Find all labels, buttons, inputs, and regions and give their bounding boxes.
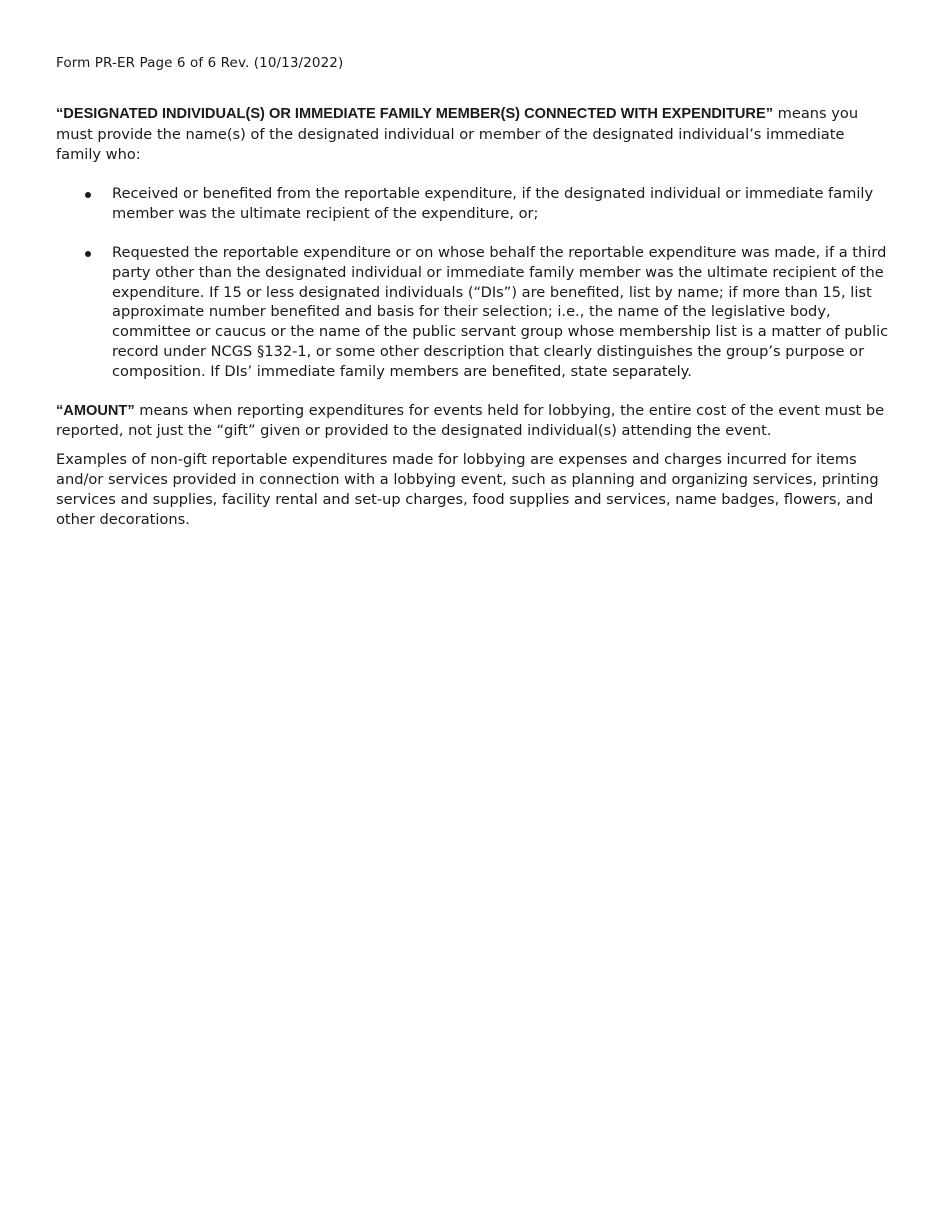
- amount-text: means when reporting expenditures for events held for lobbying, the entire cost of the event must be reported, not just the “gift” given or provided to the designated individual(s) attending the event.: [56, 401, 885, 440]
- amount-term: “AMOUNT”: [56, 402, 135, 419]
- bullet-icon: [85, 251, 91, 257]
- examples-paragraph: Examples of non-gift reportable expenditures made for lobbying are expenses and charges incurred for items and/or services provided in connection with a lobbying event, such as planning and organizing services, printing services and supplies, facility rental and set-up charges, food supplies and services, name badges, flowers, and other decorations.: [56, 451, 879, 528]
- amount-definition: [56, 401, 892, 442]
- bullet-text: Received or benefited from the reportable expenditure, if the designated individual or immediate family member was the ultimate recipient of the expenditure, or;: [112, 185, 874, 223]
- bullet-icon: [85, 192, 91, 198]
- designated-individual-definition: [56, 104, 892, 164]
- bullet-text: Requested the reportable expenditure or on whose behalf the reportable expenditure was made, if a third party other than the designated individual or immediate family member was the ultimate recipient of the expenditure. If 15 or less designated individuals (“DIs”) are benefited, list by name; if more than 15, list approximate number benefited and basis for their selection; i.e., the name of the legislative body, committee or caucus or the name of the public servant group whose membership list is a matter of public record under NCGS §132-1, or some other description that clearly distinguishes the group’s purpose or composition. If DIs’ immediate family members are benefited, state separately.: [112, 243, 889, 380]
- list-item: [56, 184, 892, 224]
- form-header: Form PR-ER Page 6 of 6 Rev. (10/13/2022): [56, 55, 344, 71]
- bullet-list: [56, 184, 892, 381]
- designated-individual-term: “DESIGNATED INDIVIDUAL(S) OR IMMEDIATE FAMILY MEMBER(S) CONNECTED WITH EXPENDITURE”: [56, 106, 774, 122]
- designated-individual-text: means you must provide the name(s) of the designated individual or member of the designated individual’s immediate family who:: [56, 105, 859, 163]
- document-body: [56, 104, 892, 529]
- list-item: [56, 243, 892, 382]
